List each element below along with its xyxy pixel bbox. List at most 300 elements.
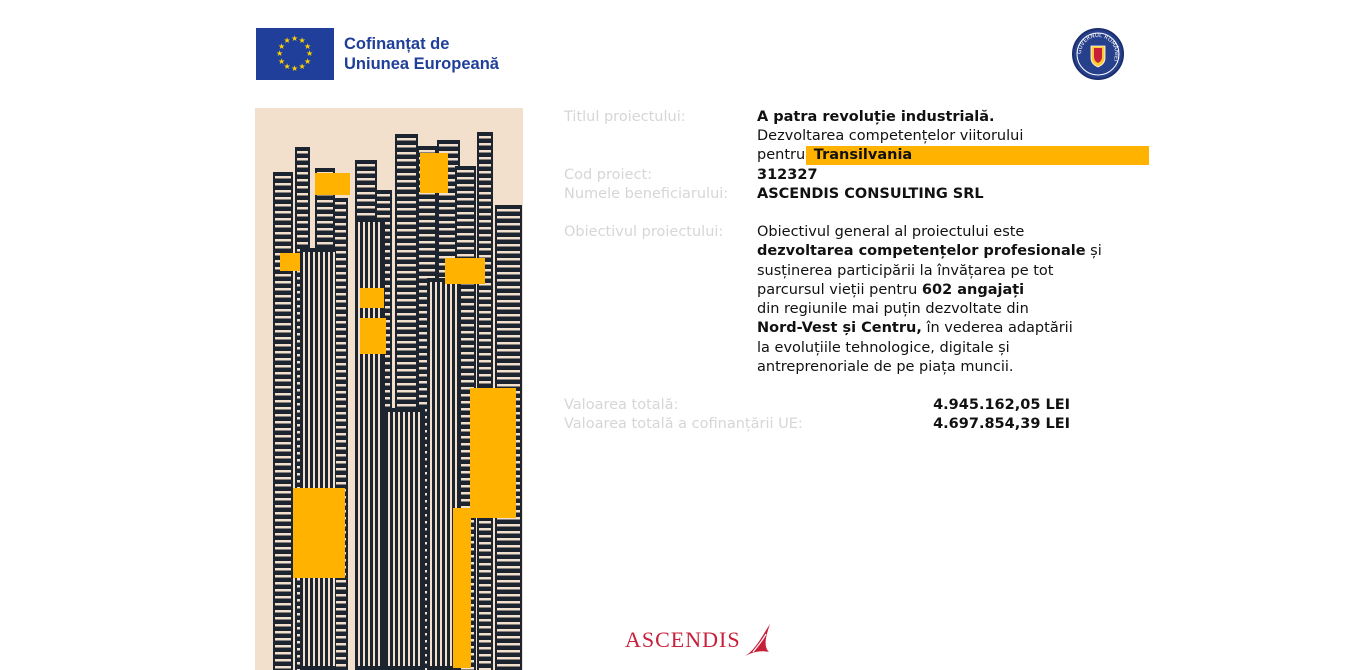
building-window-strip <box>479 626 491 629</box>
building-window-strip <box>457 226 474 229</box>
building-window-strip <box>497 524 520 527</box>
building-window-strip <box>419 150 435 153</box>
building-window-strip <box>479 227 491 230</box>
building-window-strip <box>335 419 346 422</box>
building-window-strip <box>457 219 474 222</box>
eu-star-icon: ★ <box>303 56 312 66</box>
building-window-strip <box>297 235 308 238</box>
building-window-strip <box>457 191 474 194</box>
project-title-line3 <box>757 146 912 165</box>
building-window-strip <box>397 201 416 204</box>
building-window-strip <box>357 199 375 202</box>
building-window-strip <box>457 170 474 173</box>
ascendis-logo <box>625 622 773 658</box>
building-window-strip <box>335 251 346 254</box>
building-window-strip <box>497 636 520 639</box>
building-window-strip <box>275 225 291 228</box>
tower-stripe <box>445 282 447 666</box>
building-window-strip <box>275 610 291 613</box>
building-window-strip <box>275 232 291 235</box>
building-window-strip <box>479 563 491 566</box>
building-window-strip <box>297 214 308 217</box>
objective-line1: Obiectivul general al proiectului este <box>757 224 1025 240</box>
eu-star-icon: ★ <box>283 61 291 71</box>
building-window-strip <box>335 202 346 205</box>
building-window-strip <box>397 327 416 330</box>
building-window-strip <box>497 664 520 667</box>
building-window-strip <box>335 300 346 303</box>
building-window-strip <box>335 447 346 450</box>
building-window-strip <box>497 594 520 597</box>
objective-bold-competencies: dezvoltarea competențelor profesionale <box>757 243 1086 259</box>
building-window-strip <box>397 187 416 190</box>
building-window-strip <box>397 397 416 400</box>
objective-line7: la evoluțiile tehnologice, digitale și <box>757 340 1010 356</box>
building-window-strip <box>479 360 491 363</box>
building-window-strip <box>335 664 346 667</box>
objective-bold-employees: 602 angajați <box>921 282 1025 298</box>
building-window-strip <box>479 521 491 524</box>
building-window-strip <box>419 206 435 209</box>
building-window-strip <box>335 601 346 604</box>
building-window-strip <box>419 262 435 265</box>
tower-stripe <box>418 412 420 666</box>
eu-logo-text <box>344 34 499 74</box>
building-window-strip <box>397 362 416 365</box>
building-window-strip <box>275 344 291 347</box>
building-window-strip <box>397 355 416 358</box>
building-window-strip <box>275 568 291 571</box>
building-window-strip <box>479 612 491 615</box>
building-window-strip <box>479 325 491 328</box>
tower-stripe <box>313 252 315 666</box>
building-window-strip <box>275 183 291 186</box>
building-window-strip <box>335 293 346 296</box>
building-window-strip <box>497 223 520 226</box>
building-window-strip <box>497 363 520 366</box>
eu-logo-line2: Uniunea Europeană <box>344 55 499 73</box>
building-window-strip <box>479 234 491 237</box>
building-window-strip <box>497 356 520 359</box>
building-window-strip <box>479 633 491 636</box>
building-window-strip <box>479 535 491 538</box>
building-window-strip <box>335 454 346 457</box>
building-window-strip <box>479 318 491 321</box>
building-window-strip <box>275 386 291 389</box>
building-window-strip <box>457 177 474 180</box>
building-window-strip <box>397 369 416 372</box>
building-window-strip <box>397 243 416 246</box>
building-window-strip <box>397 341 416 344</box>
building-window-strip <box>397 292 416 295</box>
building-window-strip <box>335 643 346 646</box>
building-window-strip <box>397 383 416 386</box>
building-window-strip <box>497 370 520 373</box>
eu-star-icon: ★ <box>291 64 299 73</box>
building-window-strip <box>397 173 416 176</box>
building-window-strip <box>397 194 416 197</box>
building-window-strip <box>275 547 291 550</box>
beneficiary-label: Numele beneficiarului: <box>564 186 729 202</box>
project-code-label: Cod proiect: <box>564 167 653 183</box>
building-window-strip <box>297 172 308 175</box>
objective-line6 <box>757 319 1073 338</box>
building-window-strip <box>397 145 416 148</box>
building-window-strip <box>275 554 291 557</box>
building-window-strip <box>479 339 491 342</box>
ascendis-logo-text: ASCENDIS <box>625 627 741 652</box>
building-window-strip <box>479 661 491 664</box>
building-window-strip <box>335 412 346 415</box>
building-window-strip <box>397 138 416 141</box>
building-window-strip <box>419 220 435 223</box>
building-window-strip <box>479 640 491 643</box>
building-window-strip <box>497 272 520 275</box>
project-title-line1: A patra revoluție industrială. <box>757 109 995 125</box>
building-window-strip <box>275 477 291 480</box>
eu-star-icon: ★ <box>278 41 286 51</box>
building-window-strip <box>457 184 474 187</box>
ascendis-logo-icon <box>743 622 773 658</box>
building-window-strip <box>397 271 416 274</box>
building-window-strip <box>335 468 346 471</box>
building-window-strip <box>275 603 291 606</box>
building-window-strip <box>275 281 291 284</box>
building-window-strip <box>275 491 291 494</box>
tower-stripe <box>323 252 325 666</box>
building-window-strip <box>335 349 346 352</box>
building-window-strip <box>275 323 291 326</box>
building-window-strip <box>479 192 491 195</box>
eu-star-icon: ★ <box>276 49 284 58</box>
building-window-strip <box>335 314 346 317</box>
building-window-strip <box>497 251 520 254</box>
seal-text: GUVERNUL ROMÂNIEI <box>1076 32 1120 63</box>
building-window-strip <box>479 577 491 580</box>
building-window-strip <box>397 229 416 232</box>
building-window-strip <box>335 398 346 401</box>
eu-star-icon: ★ <box>283 36 291 45</box>
building-window-strip <box>275 505 291 508</box>
building-window-strip <box>479 136 491 139</box>
building-window-strip <box>275 190 291 193</box>
building-window-strip <box>397 376 416 379</box>
building-window-strip <box>275 645 291 648</box>
building-window-strip <box>479 248 491 251</box>
building-window-strip <box>335 622 346 625</box>
tower-stripe <box>398 412 400 666</box>
eu-cofinancing-amount: 4.697.854,39 LEI <box>933 416 1070 432</box>
project-title-prefix: pentru <box>757 147 806 163</box>
building-window-strip <box>479 528 491 531</box>
building-window-strip <box>397 236 416 239</box>
building-window-strip <box>397 152 416 155</box>
building-window-strip <box>275 309 291 312</box>
yellow-accent-block <box>293 488 345 578</box>
objective-label: Obiectivul proiectului: <box>564 224 724 240</box>
building-window-strip <box>335 475 346 478</box>
objective-line3: susținerea participării la învățarea pe tot <box>757 263 1054 279</box>
building-window-strip <box>297 193 308 196</box>
building-window-strip <box>497 608 520 611</box>
building-window-strip <box>497 384 520 387</box>
building-window-strip <box>397 285 416 288</box>
building-window-strip <box>419 248 435 251</box>
yellow-accent-block <box>360 318 386 354</box>
eu-star-icon: ★ <box>278 56 286 66</box>
objective-line6-rest: în vederea adaptării <box>926 320 1073 336</box>
tower-stripe <box>403 412 405 666</box>
building-window-strip <box>497 335 520 338</box>
building-window-strip <box>335 636 346 639</box>
building-window-strip <box>335 223 346 226</box>
building-window-strip <box>479 157 491 160</box>
building-window-strip <box>397 348 416 351</box>
building-window-strip <box>275 442 291 445</box>
building-window-strip <box>419 234 435 237</box>
building-window-strip <box>497 342 520 345</box>
yellow-accent-block <box>420 153 448 193</box>
tower-stripe <box>440 282 442 666</box>
building-window-strip <box>479 353 491 356</box>
building-window-strip <box>497 615 520 618</box>
building-window-strip <box>335 230 346 233</box>
government-seal-icon <box>1072 28 1124 80</box>
building-window-strip <box>335 265 346 268</box>
building-window-strip <box>479 150 491 153</box>
building-window-strip <box>275 274 291 277</box>
building-window-strip <box>479 556 491 559</box>
objective-line5: din regiunile mai puțin dezvoltate din <box>757 301 1029 317</box>
building-window-strip <box>497 580 520 583</box>
building-window-strip <box>317 200 333 203</box>
building-window-strip <box>479 304 491 307</box>
building-window-strip <box>377 215 390 218</box>
building-window-strip <box>479 605 491 608</box>
building-window-strip <box>419 227 435 230</box>
building-window-strip <box>335 258 346 261</box>
building-window-strip <box>497 650 520 653</box>
building-window-strip <box>335 286 346 289</box>
building-window-strip <box>275 428 291 431</box>
building-window-strip <box>275 414 291 417</box>
tower-stripe <box>435 282 437 666</box>
building-window-strip <box>297 151 308 154</box>
building-window-strip <box>497 629 520 632</box>
tower-stripe <box>450 282 452 666</box>
tower-stripe <box>408 412 410 666</box>
building-window-strip <box>397 250 416 253</box>
building-window-strip <box>497 279 520 282</box>
building-window-strip <box>275 288 291 291</box>
building-window-strip <box>275 624 291 627</box>
building-window-strip <box>357 164 375 167</box>
building-window-strip <box>397 257 416 260</box>
building-window-strip <box>479 332 491 335</box>
building-window-strip <box>397 278 416 281</box>
building-window-strip <box>497 314 520 317</box>
tower-stripe <box>333 252 335 666</box>
building-window-strip <box>335 440 346 443</box>
building-window-strip <box>457 247 474 250</box>
building-window-strip <box>397 390 416 393</box>
building-window-strip <box>335 650 346 653</box>
building-window-strip <box>275 631 291 634</box>
building-window-strip <box>297 165 308 168</box>
building-window-strip <box>275 449 291 452</box>
building-window-strip <box>457 212 474 215</box>
yellow-accent-block <box>280 253 300 271</box>
total-value-amount: 4.945.162,05 LEI <box>933 397 1070 413</box>
building-window-strip <box>497 552 520 555</box>
building-window-strip <box>275 638 291 641</box>
building-window-strip <box>335 377 346 380</box>
building-window-strip <box>397 159 416 162</box>
eu-star-icon: ★ <box>291 34 299 43</box>
building-window-strip <box>419 213 435 216</box>
building-window-strip <box>497 293 520 296</box>
building-window-strip <box>275 596 291 599</box>
building-window-strip <box>275 330 291 333</box>
building-window-strip <box>497 230 520 233</box>
building-window-strip <box>275 400 291 403</box>
building-window-strip <box>335 580 346 583</box>
building-window-strip <box>479 570 491 573</box>
building-window-strip <box>397 299 416 302</box>
building-window-strip <box>275 519 291 522</box>
building-window-strip <box>335 608 346 611</box>
building-window-strip <box>479 241 491 244</box>
building-window-strip <box>275 351 291 354</box>
building-window-strip <box>479 598 491 601</box>
eu-star-icon: ★ <box>303 41 312 51</box>
eu-star-icon: ★ <box>298 61 306 71</box>
building-window-strip <box>497 643 520 646</box>
building-window-strip <box>357 185 375 188</box>
building-window-strip <box>479 297 491 300</box>
building-window-strip <box>335 370 346 373</box>
building-window-strip <box>479 542 491 545</box>
building-window-strip <box>275 617 291 620</box>
building-window-strip <box>275 582 291 585</box>
building-window-strip <box>335 307 346 310</box>
building-window-strip <box>479 143 491 146</box>
building-window-strip <box>497 244 520 247</box>
building-window-strip <box>457 233 474 236</box>
building-window-strip <box>479 374 491 377</box>
building-window-strip <box>317 214 333 217</box>
building-window-strip <box>397 334 416 337</box>
building-window-strip <box>275 526 291 529</box>
tower-stripe <box>308 252 310 666</box>
building-window-strip <box>497 531 520 534</box>
building-window-strip <box>497 377 520 380</box>
building-window-strip <box>275 435 291 438</box>
building-window-strip <box>497 349 520 352</box>
building-window-strip <box>479 367 491 370</box>
building-window-strip <box>275 407 291 410</box>
building-window-strip <box>397 313 416 316</box>
building-window-strip <box>479 171 491 174</box>
building-window-strip <box>335 237 346 240</box>
building-window-strip <box>335 594 346 597</box>
building-window-strip <box>479 185 491 188</box>
yellow-accent-block <box>315 173 350 195</box>
building-window-strip <box>275 561 291 564</box>
building-window-strip <box>457 198 474 201</box>
building-window-strip <box>297 186 308 189</box>
building-window-strip <box>479 220 491 223</box>
building-window-strip <box>335 405 346 408</box>
building-window-strip <box>275 393 291 396</box>
building-window-strip <box>497 321 520 324</box>
building-window-strip <box>275 211 291 214</box>
eu-cofinancing-logo <box>256 28 499 80</box>
building-window-strip <box>479 206 491 209</box>
tower-stripe <box>318 252 320 666</box>
building-window-strip <box>397 320 416 323</box>
building-window-strip <box>317 228 333 231</box>
building-window-strip <box>335 433 346 436</box>
building-window-strip <box>275 540 291 543</box>
objective-line2-rest: și <box>1090 243 1102 259</box>
building-window-strip <box>497 559 520 562</box>
building-window-strip <box>497 545 520 548</box>
building-window-strip <box>275 337 291 340</box>
building-window-strip <box>275 295 291 298</box>
tower-stripe <box>358 222 360 666</box>
building-window-strip <box>357 192 375 195</box>
total-value-label: Valoarea totală: <box>564 397 679 413</box>
building-window-strip <box>497 209 520 212</box>
building-window-strip <box>397 404 416 407</box>
beneficiary-value: ASCENDIS CONSULTING SRL <box>757 186 984 202</box>
building-window-strip <box>377 194 390 197</box>
building-window-strip <box>275 365 291 368</box>
project-title-line2: Dezvoltarea competențelor viitorului <box>757 128 1024 144</box>
yellow-accent-block <box>470 388 516 518</box>
building-window-strip <box>479 178 491 181</box>
objective-bold-regions: Nord-Vest și Centru, <box>757 320 922 336</box>
building-window-strip <box>335 328 346 331</box>
building-window-strip <box>335 335 346 338</box>
building-window-strip <box>297 158 308 161</box>
building-window-strip <box>479 164 491 167</box>
eu-logo-line1: Cofinanțat de <box>344 35 450 53</box>
building-window-strip <box>275 512 291 515</box>
building-window-strip <box>297 242 308 245</box>
building-window-strip <box>377 208 390 211</box>
building-window-strip <box>275 218 291 221</box>
building-window-strip <box>479 619 491 622</box>
eu-star-icon: ★ <box>306 49 314 58</box>
building-window-strip <box>275 239 291 242</box>
building-window-strip <box>497 566 520 569</box>
city-skyline-graphic <box>255 108 523 670</box>
building-window-strip <box>397 215 416 218</box>
building-window-strip <box>275 456 291 459</box>
building-window-strip <box>479 647 491 650</box>
building-window-strip <box>479 584 491 587</box>
building-window-strip <box>275 421 291 424</box>
building-window-strip <box>317 242 333 245</box>
tower-stripe <box>393 412 395 666</box>
eu-flag-icon <box>256 28 334 80</box>
building-window-strip <box>275 372 291 375</box>
building-window-strip <box>479 311 491 314</box>
building-window-strip <box>275 463 291 466</box>
building-window-strip <box>497 601 520 604</box>
